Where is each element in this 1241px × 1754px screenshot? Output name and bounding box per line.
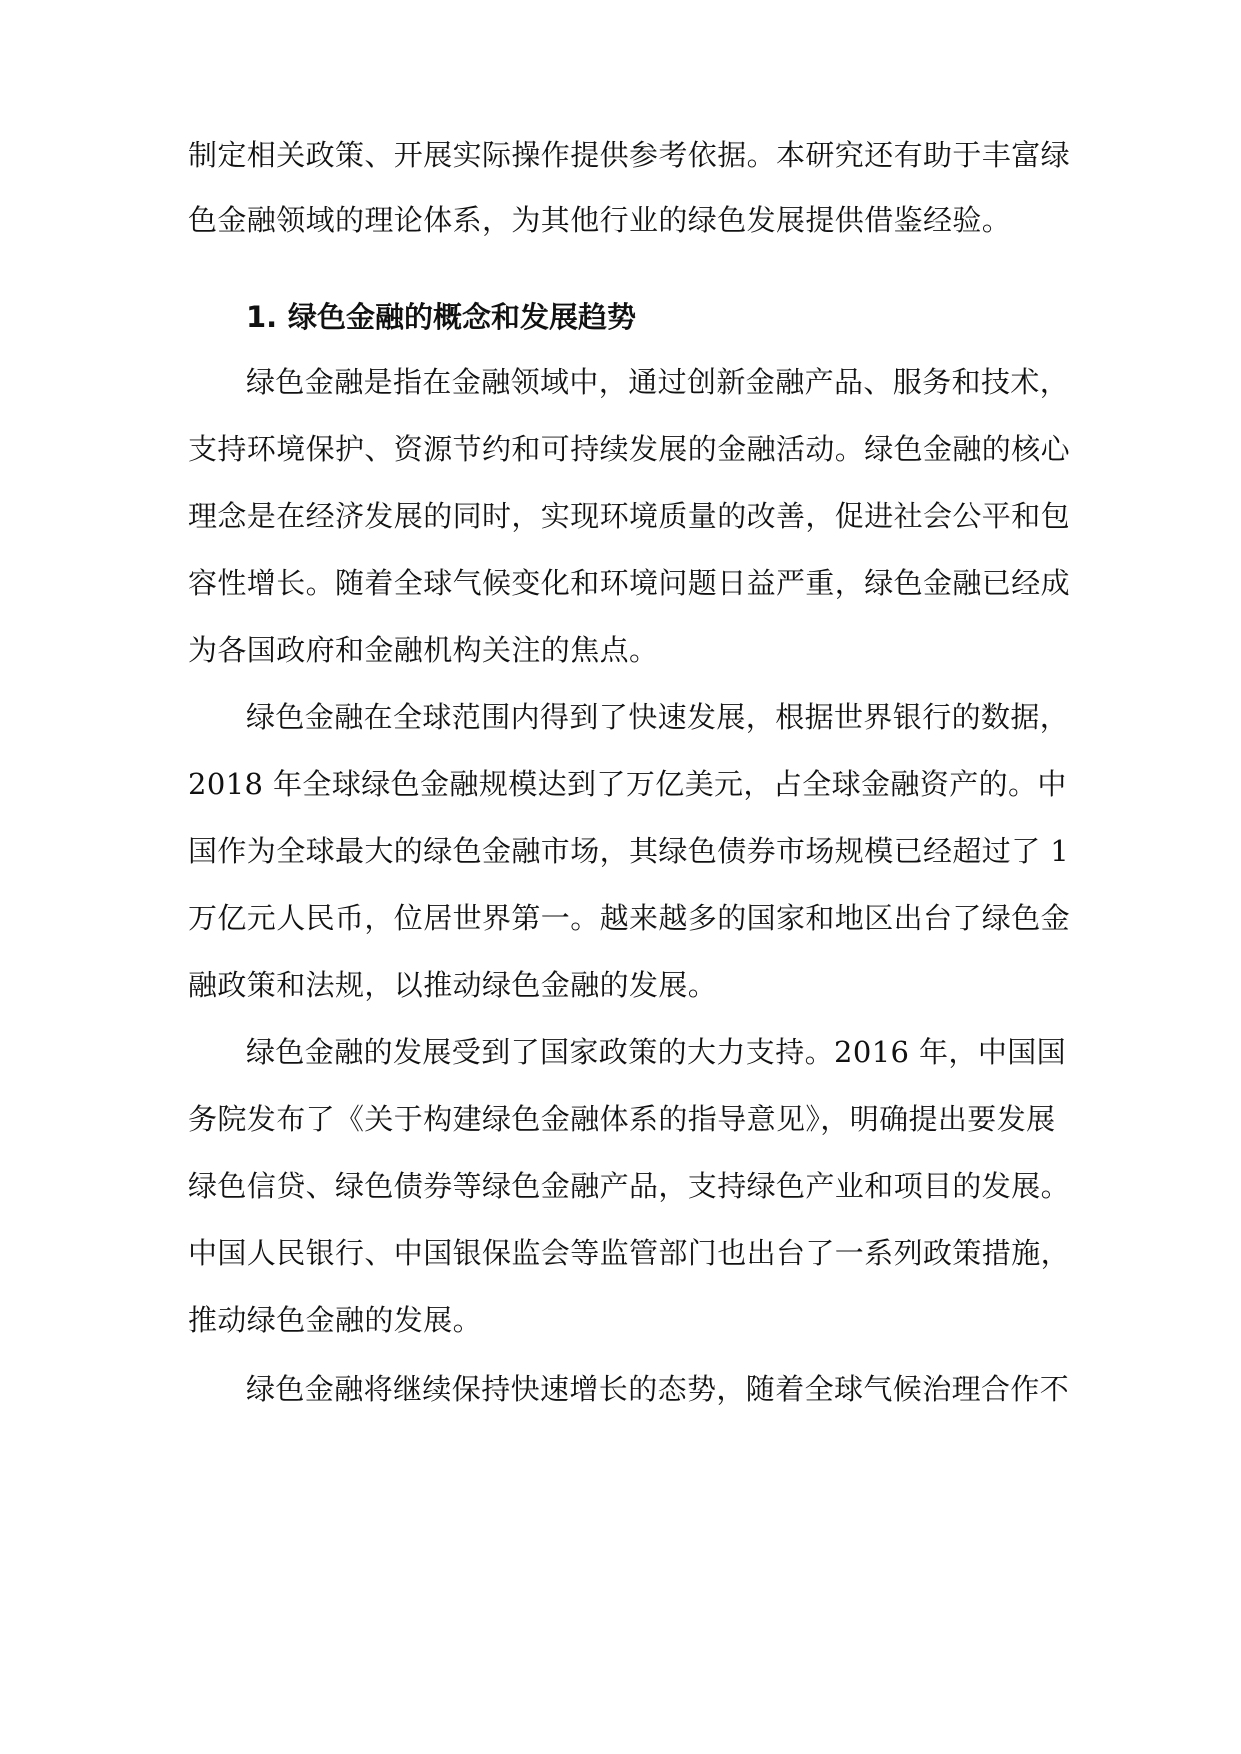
- paragraph-2-line-1: 绿色金融在全球范围内得到了快速发展，根据世界银行的数据，: [246, 700, 1070, 734]
- paragraph-3-line-2: 务院发布了《关于构建绿色金融体系的指导意见》，明确提出要发展: [188, 1102, 1056, 1136]
- paragraph-3-line-5: 推动绿色金融的发展。: [188, 1303, 483, 1337]
- paragraph-1-line-2: 支持环境保护、资源节约和可持续发展的金融活动。绿色金融的核心: [188, 432, 1071, 466]
- paragraph-3-line-1: 绿色金融的发展受到了国家政策的大力支持。2016 年，中国国: [246, 1035, 1067, 1069]
- section-heading: [246, 297, 636, 337]
- paragraph-2-line-3: 国作为全球最大的绿色金融市场，其绿色债券市场规模已经超过了 1: [188, 834, 1070, 868]
- paragraph-3-line-4: 中国人民银行、中国银保监会等监管部门也出台了一系列政策措施，: [188, 1236, 1071, 1270]
- paragraph-2-line-4: 万亿元人民币，位居世界第一。越来越多的国家和地区出台了绿色金: [188, 901, 1071, 935]
- paragraph-4-line-1: 绿色金融将继续保持快速增长的态势，随着全球气候治理合作不: [246, 1372, 1070, 1406]
- intro-line-2: 色金融领域的理论体系，为其他行业的绿色发展提供借鉴经验。: [188, 203, 1012, 237]
- paragraph-1-line-3: 理念是在经济发展的同时，实现环境质量的改善，促进社会公平和包: [188, 499, 1071, 533]
- section-title: 绿色金融的概念和发展趋势: [288, 300, 637, 334]
- intro-line-1: 制定相关政策、开展实际操作提供参考依据。本研究还有助于丰富绿: [188, 138, 1071, 172]
- paragraph-3-line-3: 绿色信贷、绿色债券等绿色金融产品，支持绿色产业和项目的发展。: [188, 1169, 1071, 1203]
- paragraph-2-line-5: 融政策和法规，以推动绿色金融的发展。: [188, 968, 718, 1002]
- paragraph-1-line-5: 为各国政府和金融机构关注的焦点。: [188, 633, 659, 667]
- paragraph-1-line-1: 绿色金融是指在金融领域中，通过创新金融产品、服务和技术，: [246, 365, 1070, 399]
- section-number: 1.: [246, 300, 278, 334]
- paragraph-2-line-2: 2018 年全球绿色金融规模达到了万亿美元，占全球金融资产的。中: [188, 767, 1067, 801]
- paragraph-1-line-4: 容性增长。随着全球气候变化和环境问题日益严重，绿色金融已经成: [188, 566, 1071, 600]
